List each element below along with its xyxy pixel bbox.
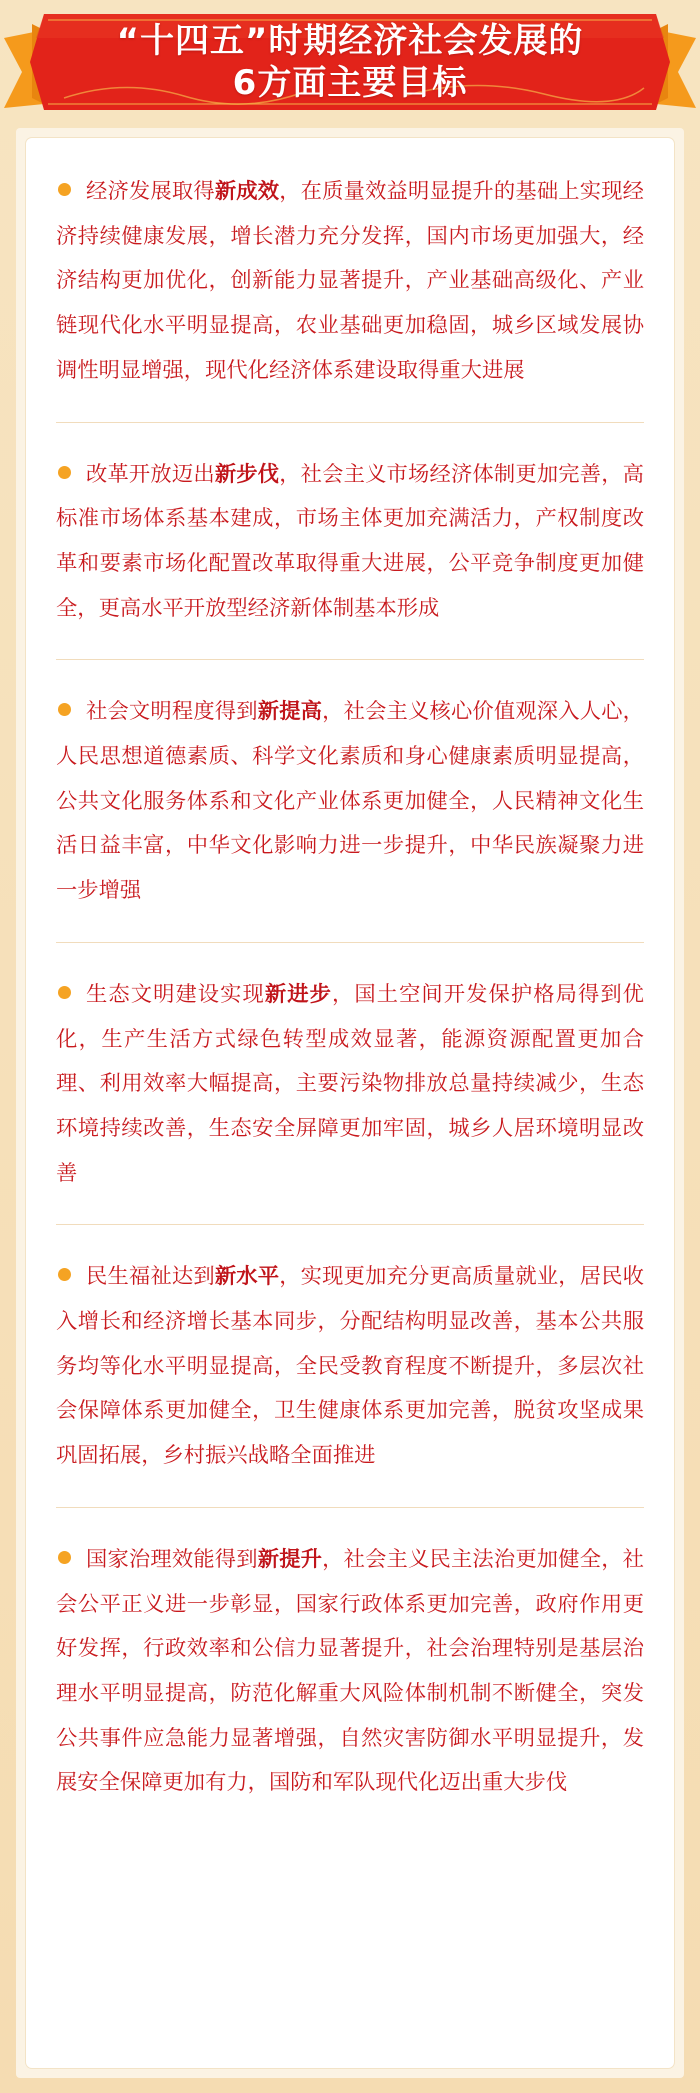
goals-card [16,128,684,2078]
bullet-dot-icon [58,466,71,479]
goal-text [56,170,644,394]
goal-text [56,690,644,914]
goals-list [56,170,644,1834]
goal-lead: 民生福祉达到 [86,1264,215,1290]
goal-keyword: 新水平 [214,1264,280,1290]
goal-rest: ，实现更加充分更高质量就业，居民收入增长和经济增长基本同步，分配结构明显改善，基本公共服务均等化水平明显提高，全民受教育程度不断提升，多层次社会保障体系更加健全，卫生健康体系更加完善，脱贫攻坚成果巩固拓展，乡村振兴战略全面推进 [56,1264,644,1469]
goal-text [56,453,644,632]
goal-keyword: 新步伐 [214,461,280,487]
goal-item-reform [56,453,644,661]
goal-item-ecology [56,973,644,1226]
goal-rest: ，社会主义核心价值观深入人心，人民思想道德素质、科学文化素质和身心健康素质明显提高，公共文化服务体系和文化产业体系更加健全，人民精神文化生活日益丰富，中华文化影响力进一步提升，中华民族凝聚力进一步增强 [56,699,644,904]
goal-lead: 国家治理效能得到 [86,1546,258,1572]
goal-item-civilization [56,690,644,943]
goal-lead: 改革开放迈出 [86,461,215,487]
goal-rest: ，国土空间开发保护格局得到优化，生产生活方式绿色转型成效显著，能源资源配置更加合理、利用效率大幅提高，主要污染物排放总量持续减少，生态环境持续改善，生态安全屏障更加牢固，城乡人居环境明显改善 [56,981,644,1186]
goal-rest: ，社会主义市场经济体制更加完善，高标准市场体系基本建成，市场主体更加充满活力，产权制度改革和要素市场化配置改革取得重大进展，公平竞争制度更加健全，更高水平开放型经济新体制基本形成 [56,461,644,621]
goal-item-economy [56,170,644,423]
goal-rest: ，社会主义民主法治更加健全，社会公平正义进一步彰显，国家行政体系更加完善，政府作用更好发挥，行政效率和公信力显著提升，社会治理特别是基层治理水平明显提高，防范化解重大风险体制机制不断健全，突发公共事件应急能力显著增强，自然灾害防御水平明显提升，发展安全保障更加有力，国防和军队现代化迈出重大步伐 [56,1546,644,1796]
goal-keyword: 新成效 [214,179,280,204]
goal-rest: ，在质量效益明显提升的基础上实现经济持续健康发展，增长潜力充分发挥，国内市场更加强大，经济结构更加优化，创新能力显著提升，产业基础高级化、产业链现代化水平明显提高，农业基础更加稳固，城乡区域发展协调性明显增强，现代化经济体系建设取得重大进展 [56,179,644,383]
goal-keyword: 新进步 [264,981,332,1007]
goal-lead: 社会文明程度得到 [86,699,258,725]
banner-title-line-2: 6方面主要目标 [232,63,468,103]
banner-title [74,20,626,104]
goal-keyword: 新提升 [257,1546,323,1572]
bullet-dot-icon [58,183,71,196]
goal-item-livelihood [56,1255,644,1508]
goal-keyword: 新提高 [257,699,323,725]
title-banner [4,8,696,116]
goal-item-governance [56,1538,644,1834]
goal-lead: 生态文明建设实现 [86,981,265,1007]
bullet-dot-icon [58,1551,71,1564]
goal-lead: 经济发展取得 [86,179,215,204]
banner-title-line-1: “十四五”时期经济社会发展的 [116,21,584,61]
goals-card-inner [26,138,674,2068]
goal-text [56,1255,644,1479]
bullet-dot-icon [58,986,71,999]
goal-text [56,973,644,1197]
goal-text [56,1538,644,1806]
